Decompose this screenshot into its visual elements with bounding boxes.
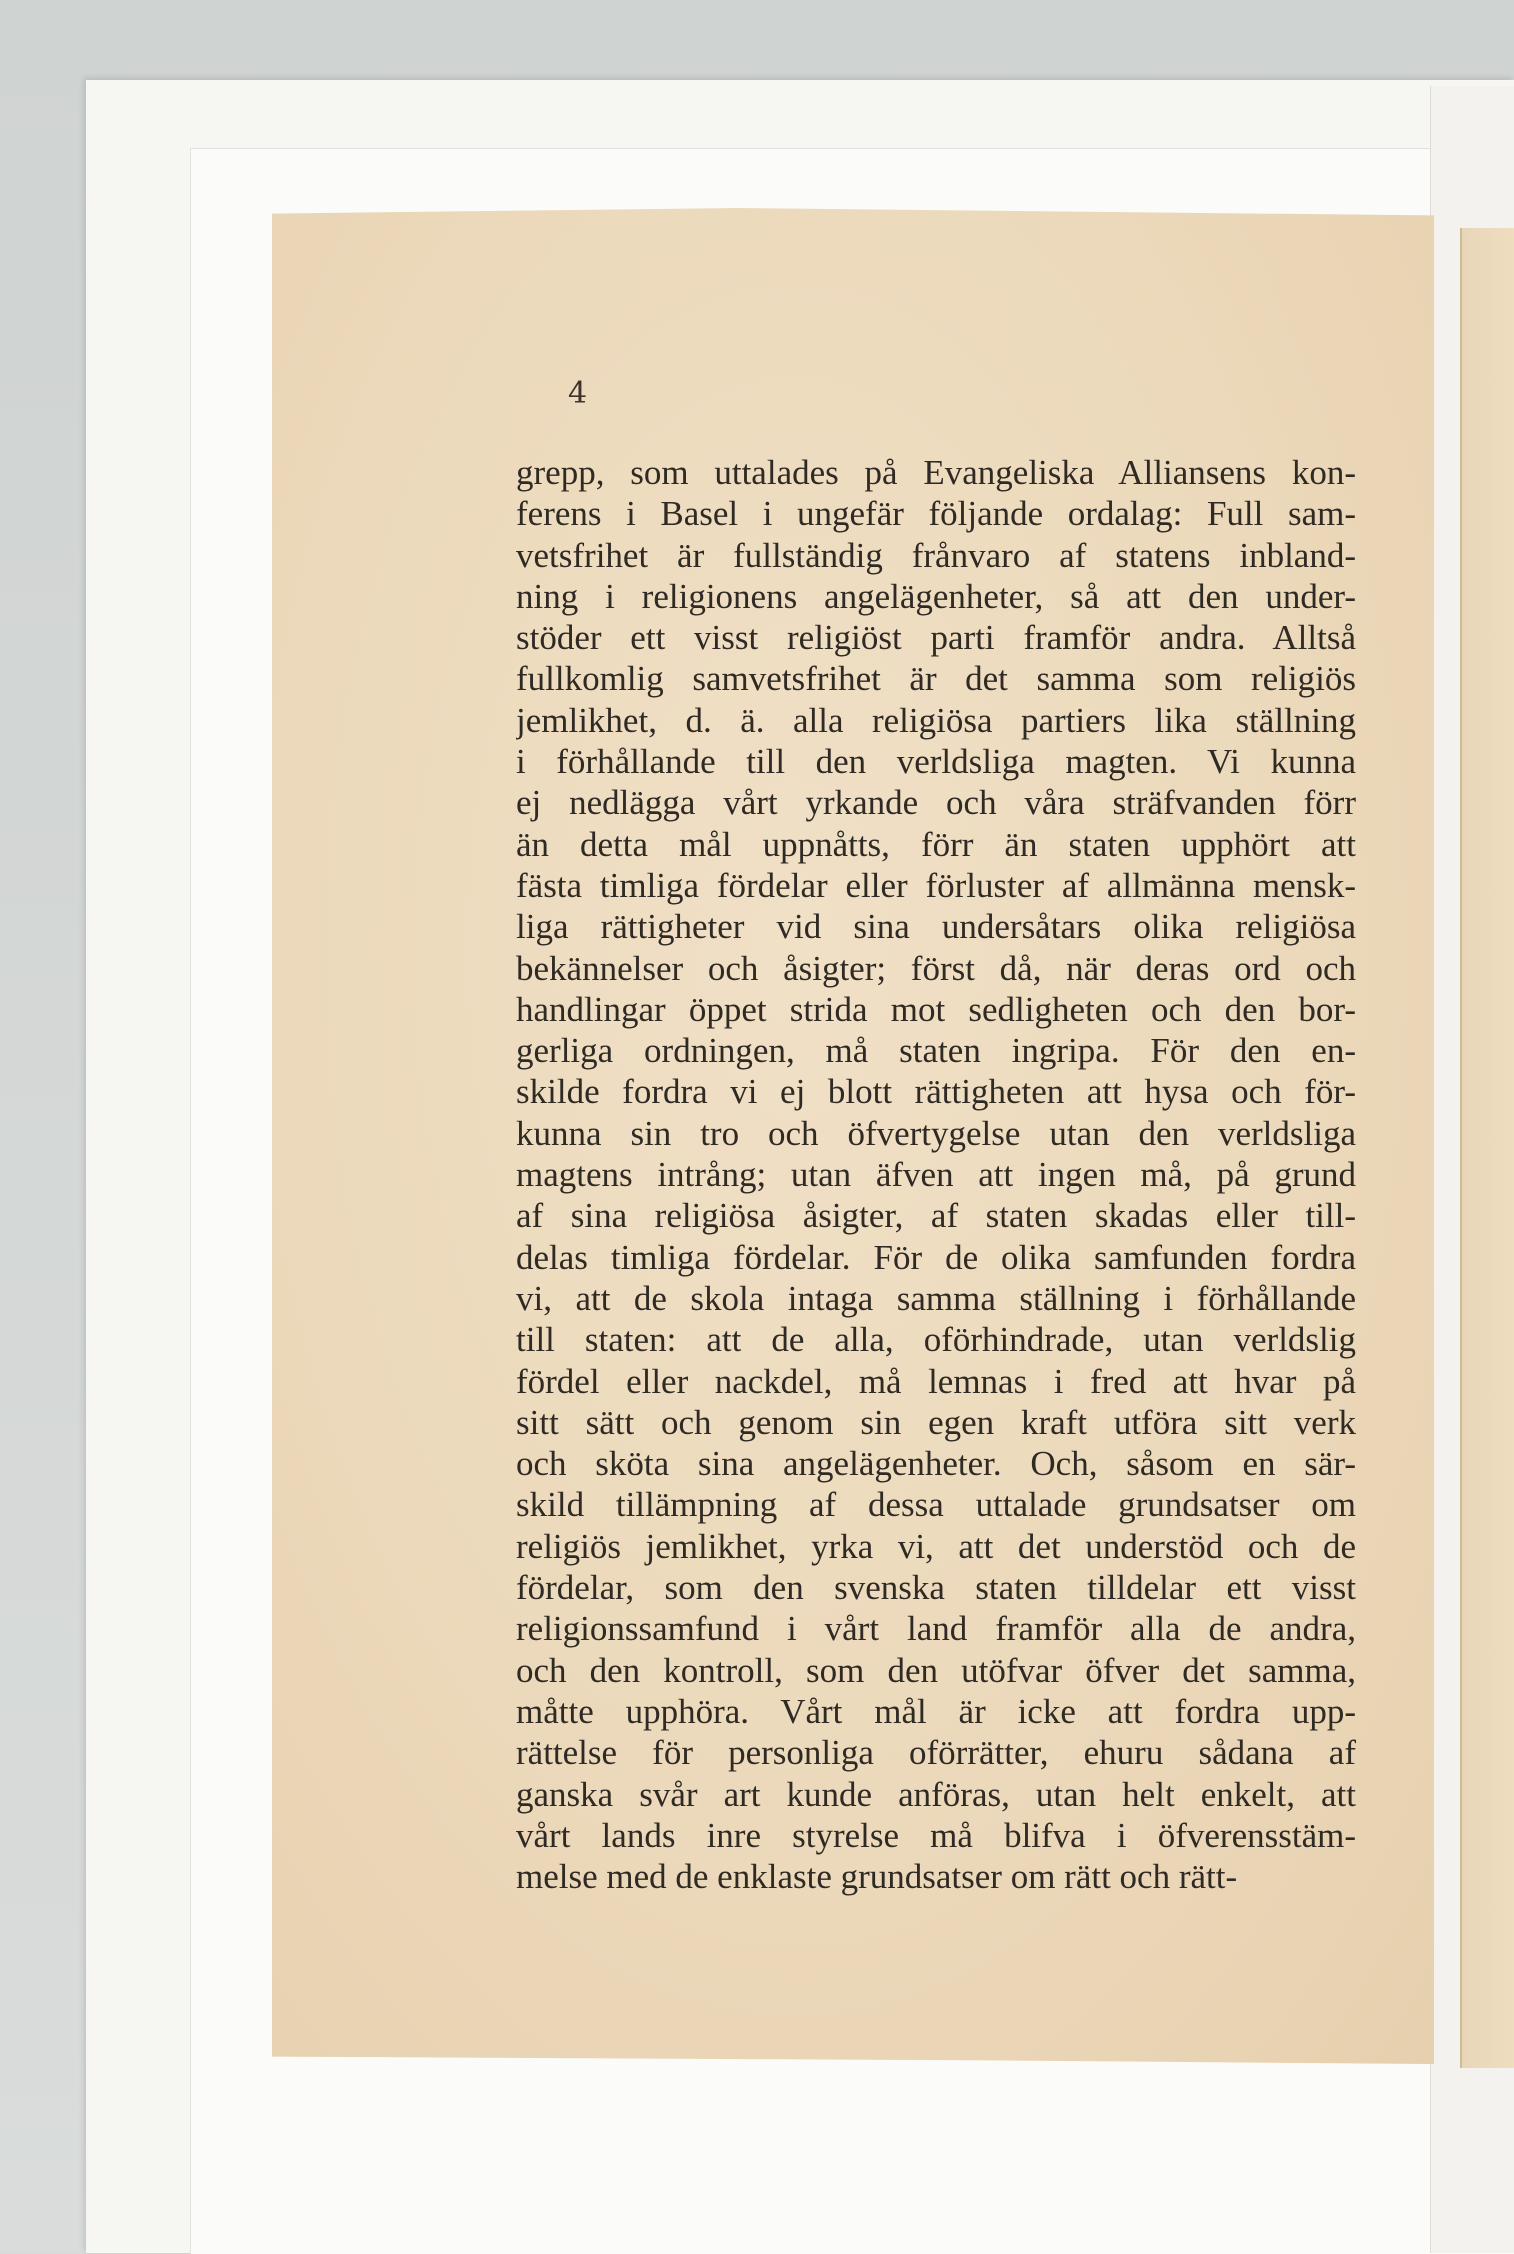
text-line: måtte upphöra. Vårt mål är icke att fordra upp- bbox=[516, 1691, 1356, 1731]
body-text bbox=[516, 452, 1356, 1897]
text-line: ganska svår art kunde anföras, utan helt enkelt, att bbox=[516, 1774, 1356, 1814]
text-line: skilde fordra vi ej blott rättigheten att hysa och för- bbox=[516, 1072, 1356, 1112]
text-line: af sina religiösa åsigter, af staten skadas eller till- bbox=[516, 1196, 1356, 1236]
text-line: gerliga ordningen, må staten ingripa. För den en- bbox=[516, 1031, 1356, 1071]
text-line: i förhållande till den verldsliga magten. Vi kunna bbox=[516, 742, 1356, 782]
text-line: jemlikhet, d. ä. alla religiösa partiers lika ställning bbox=[516, 700, 1356, 740]
text-line: skild tillämpning af dessa uttalade grundsatser om bbox=[516, 1485, 1356, 1525]
text-line: ferens i Basel i ungefär följande ordalag: Full sam- bbox=[516, 494, 1356, 534]
text-line: till staten: att de alla, oförhindrade, utan verldslig bbox=[516, 1320, 1356, 1360]
text-line: fullkomlig samvetsfrihet är det samma som religiös bbox=[516, 659, 1356, 699]
text-line: delas timliga fördelar. För de olika samfunden fordra bbox=[516, 1237, 1356, 1277]
text-line: religiös jemlikhet, yrka vi, att det understöd och de bbox=[516, 1526, 1356, 1566]
text-line: vi, att de skola intaga samma ställning i förhållande bbox=[516, 1278, 1356, 1318]
text-line: och sköta sina angelägenheter. Och, såsom en sär- bbox=[516, 1444, 1356, 1484]
text-line: stöder ett visst religiöst parti framför andra. Alltså bbox=[516, 618, 1356, 658]
text-line: grepp, som uttalades på Evangeliska Alliansens kon- bbox=[516, 453, 1356, 492]
text-line: vetsfrihet är fullständig frånvaro af statens inbland- bbox=[516, 535, 1356, 575]
text-line: och den kontroll, som den utöfvar öfver det samma, bbox=[516, 1650, 1356, 1690]
facing-page-edge bbox=[1460, 228, 1514, 2068]
text-line: handlingar öppet strida mot sedligheten och den bor- bbox=[516, 989, 1356, 1029]
text-line: fästa timliga fördelar eller förluster af allmänna mensk- bbox=[516, 865, 1356, 905]
text-line: liga rättigheter vid sina undersåtars olika religiösa bbox=[516, 907, 1356, 947]
text-line: bekännelser och åsigter; först då, när deras ord och bbox=[516, 948, 1356, 988]
text-line: magtens intrång; utan äfven att ingen må, på grund bbox=[516, 1155, 1356, 1195]
text-line: kunna sin tro och öfvertygelse utan den verldsliga bbox=[516, 1113, 1356, 1153]
text-line: sitt sätt och genom sin egen kraft utföra sitt verk bbox=[516, 1402, 1356, 1442]
page-number: 4 bbox=[568, 376, 588, 411]
text-line: rättelse för personliga oförrätter, ehuru sådana af bbox=[516, 1733, 1356, 1773]
text-line: melse med de enklaste grundsatser om rätt och rätt- bbox=[516, 1857, 1238, 1897]
text-line: fördel eller nackdel, må lemnas i fred att hvar på bbox=[516, 1361, 1356, 1401]
text-line: ning i religionens angelägenheter, så att den under- bbox=[516, 576, 1356, 616]
text-line: ej nedlägga vårt yrkande och våra sträfvanden förr bbox=[516, 783, 1356, 823]
text-line: än detta mål uppnåtts, förr än staten upphört att bbox=[516, 824, 1356, 864]
text-line: religionssamfund i vårt land framför alla de andra, bbox=[516, 1609, 1356, 1649]
text-line: fördelar, som den svenska staten tilldelar ett visst bbox=[516, 1568, 1356, 1608]
text-line: vårt lands inre styrelse må blifva i öfverensstäm- bbox=[516, 1815, 1356, 1855]
